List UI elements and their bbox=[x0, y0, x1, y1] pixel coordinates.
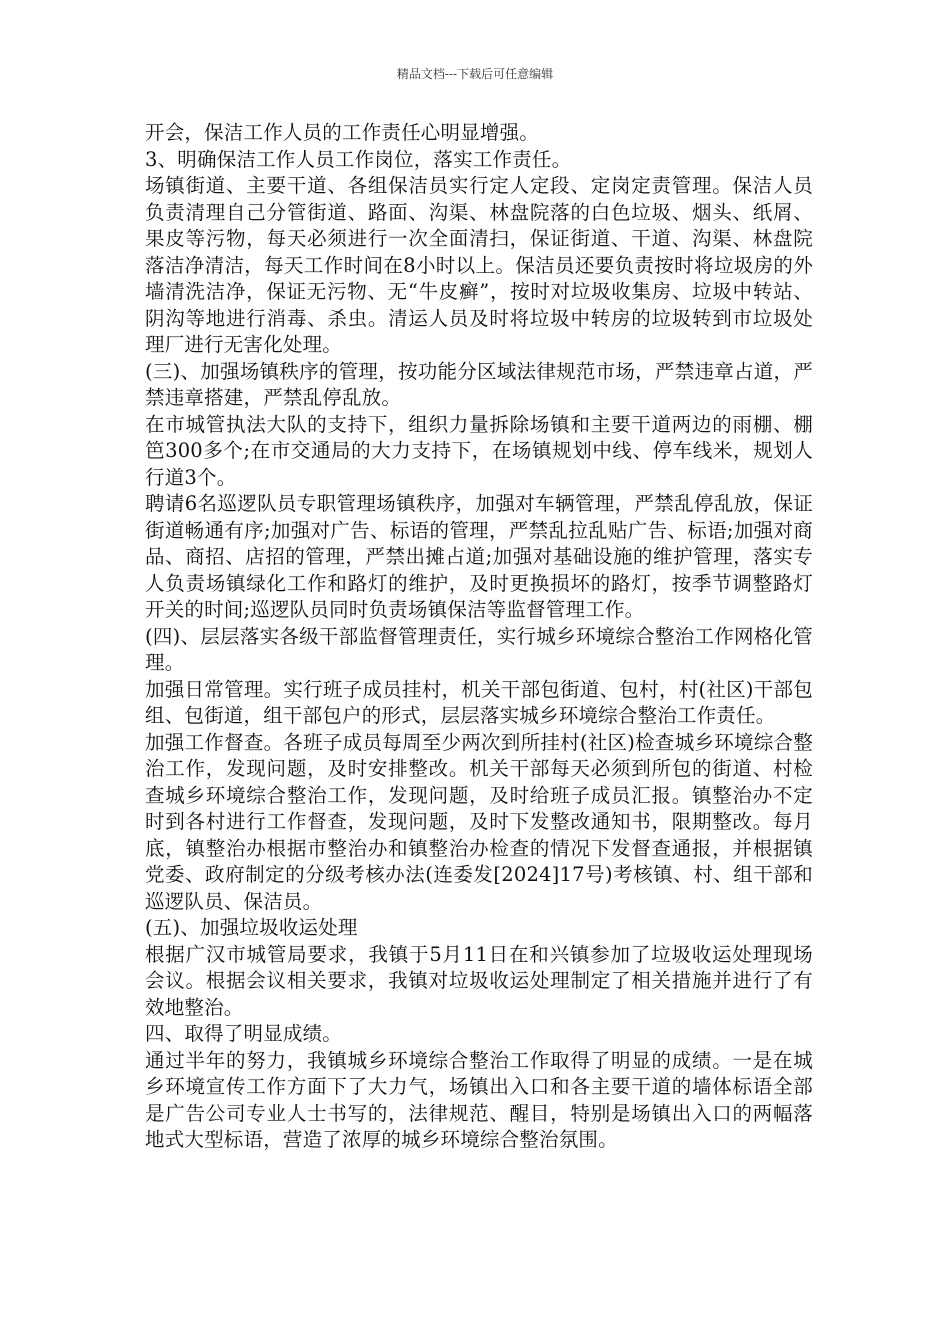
paragraph: 在市城管执法大队的支持下，组织力量拆除场镇和主要干道两边的雨棚、棚笆300多个;在市交通局的大力支持下，在场镇规划中线、停车线米，规划人行道3个。 bbox=[145, 412, 813, 489]
paragraph: 根据广汉市城管局要求，我镇于5月11日在和兴镇参加了垃圾收运处理现场会议。根据会议相关要求，我镇对垃圾收运处理制定了相关措施并进行了有效地整治。 bbox=[145, 942, 813, 1019]
paragraph: 3、明确保洁工作人员工作岗位，落实工作责任。 bbox=[145, 147, 572, 171]
paragraph: (五)、加强垃圾收运处理 bbox=[145, 916, 358, 939]
paragraph: (三)、加强场镇秩序的管理，按功能分区域法律规范市场，严禁违章占道，严禁违章搭建，严禁乱停乱放。 bbox=[145, 359, 813, 409]
paragraph: 聘请6名巡逻队员专职管理场镇秩序，加强对车辆管理，严禁乱停乱放，保证街道畅通有序;加强对广告、标语的管理，严禁乱拉乱贴广告、标语;加强对商品、商招、店招的管理，严禁出摊占道;加强对基础设施的维护管理，落实专人负责场镇绿化工作和路灯的维护，及时更换损坏的路灯，按季节调整路灯开关的时间;巡逻队员同时负责场镇保洁等监督管理工作。 bbox=[145, 492, 813, 621]
page-header: 精品文档---下载后可任意编辑 bbox=[396, 67, 554, 81]
paragraph: 场镇街道、主要干道、各组保洁员实行定人定段、定岗定责管理。保洁人员负责清理自己分管街道、路面、沟渠、林盘院落的白色垃圾、烟头、纸屑、果皮等污物，每天必须进行一次全面清扫，保证街道、干道、沟渠、林盘院落洁净清洁，每天工作时间在8小时以上。保洁员还要负责按时将垃圾房的外墙清洗洁净，保证无污物、无“牛皮癣”，按时对垃圾收集房、垃圾中转站、阴沟等地进行消毒、杀虫。清运人员及时将垃圾中转房的垃圾转到市垃圾处理厂进行无害化处理。 bbox=[145, 174, 813, 356]
paragraph: (四)、层层落实各级干部监督管理责任，实行城乡环境综合整治工作网格化管理。 bbox=[145, 624, 813, 674]
paragraph: 加强工作督查。各班子成员每周至少两次到所挂村(社区)检查城乡环境综合整治工作，发现问题，及时安排整改。机关干部每天必须到所包的街道、村检查城乡环境综合整治工作，发现问题，及时给班子成员汇报。镇整治办不定时到各村进行工作督查，发现问题，及时下发整改通知书，限期整改。每月底，镇整治办根据市整治办和镇整治办检查的情况下发督查通报，并根据镇党委、政府制定的分级考核办法(连委发[2024]17号)考核镇、村、组干部和巡逻队员、保洁员。 bbox=[145, 730, 813, 913]
paragraph: 通过半年的努力，我镇城乡环境综合整治工作取得了明显的成绩。一是在城乡环境宣传工作方面下了大力气，场镇出入口和各主要干道的墙体标语全部是广告公司专业人士书写的，法律规范、醒目，特别是场镇出入口的两幅落地式大型标语，营造了浓厚的城乡环境综合整治氛围。 bbox=[145, 1048, 813, 1151]
paragraph: 加强日常管理。实行班子成员挂村，机关干部包街道、包村，村(社区)干部包组、包街道，组干部包户的形式，层层落实城乡环境综合整治工作责任。 bbox=[145, 677, 813, 727]
document-body bbox=[145, 120, 813, 1154]
paragraph: 四、取得了明显成绩。 bbox=[145, 1022, 343, 1045]
paragraph: 开会，保洁工作人员的工作责任心明显增强。 bbox=[145, 121, 540, 144]
